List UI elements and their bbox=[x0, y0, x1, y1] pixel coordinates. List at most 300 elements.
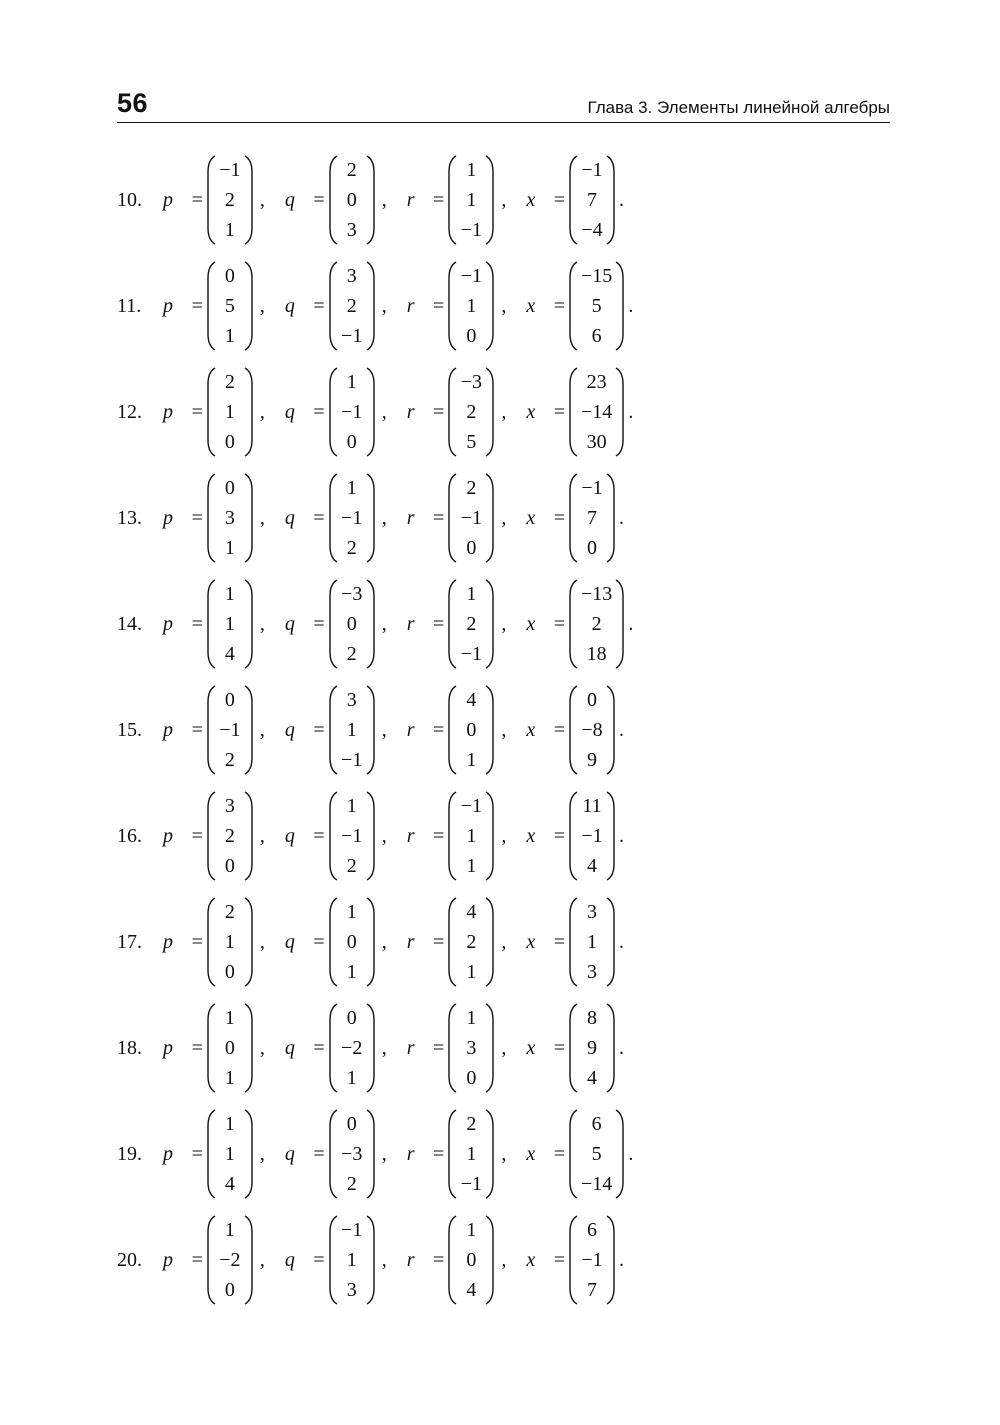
vector-component: 1 bbox=[224, 613, 235, 635]
vector-name-r: r⃗ bbox=[406, 400, 431, 423]
period: . bbox=[619, 1248, 625, 1271]
column-vector-r bbox=[447, 1214, 495, 1306]
right-paren bbox=[615, 1108, 625, 1200]
vector-component: 1 bbox=[346, 795, 357, 817]
right-paren bbox=[606, 1214, 616, 1306]
vector-name-r: r⃗ bbox=[406, 294, 431, 317]
vector-component: 1 bbox=[346, 477, 357, 499]
vector-name-r: r⃗ bbox=[406, 188, 431, 211]
problem-number: 12. bbox=[117, 400, 142, 423]
vector-component: 0 bbox=[587, 537, 598, 559]
vector-component: 1 bbox=[466, 1143, 477, 1165]
equals-sign: = bbox=[313, 930, 325, 953]
vector-name-p: p⃗ bbox=[163, 1248, 189, 1271]
vector-component: 0 bbox=[224, 1037, 235, 1059]
vector-column bbox=[578, 1108, 615, 1200]
vector-component: −1 bbox=[460, 507, 482, 529]
column-vector-r bbox=[447, 684, 495, 776]
vector-column bbox=[578, 260, 615, 352]
comma: , bbox=[381, 718, 387, 741]
vector-component: 0 bbox=[346, 613, 357, 635]
column-vector-q bbox=[328, 684, 376, 776]
left-paren bbox=[328, 1108, 338, 1200]
left-paren bbox=[206, 578, 216, 670]
left-paren bbox=[328, 1214, 338, 1306]
vector-component: 1 bbox=[224, 1007, 235, 1029]
left-paren bbox=[206, 472, 216, 564]
vector-name-x: x⃗ bbox=[526, 1142, 551, 1165]
vector-column bbox=[578, 1214, 606, 1306]
vector-component: 3 bbox=[224, 507, 235, 529]
left-paren bbox=[447, 790, 457, 882]
vector-component: −3 bbox=[341, 583, 363, 605]
comma: , bbox=[501, 718, 507, 741]
equals-sign: = bbox=[191, 1036, 203, 1059]
left-paren bbox=[568, 1002, 578, 1094]
vector-component: 2 bbox=[466, 477, 477, 499]
right-paren bbox=[244, 790, 254, 882]
comma: , bbox=[259, 718, 265, 741]
vector-component: −1 bbox=[341, 1219, 363, 1241]
column-vector-x bbox=[568, 790, 616, 882]
equals-sign: = bbox=[313, 1248, 325, 1271]
vector-name-r: r⃗ bbox=[406, 1248, 431, 1271]
vector-column bbox=[338, 1002, 366, 1094]
right-paren bbox=[485, 896, 495, 988]
comma: , bbox=[259, 188, 265, 211]
vector-component: 1 bbox=[346, 961, 357, 983]
vector-column bbox=[216, 1108, 244, 1200]
vector-component: −13 bbox=[581, 583, 613, 605]
vector-component: 0 bbox=[466, 325, 477, 347]
equals-sign: = bbox=[553, 930, 566, 953]
right-paren bbox=[615, 260, 625, 352]
problem-number: 10. bbox=[117, 188, 142, 211]
vector-name-p: p⃗ bbox=[163, 824, 189, 847]
comma: , bbox=[501, 400, 507, 423]
vector-component: 2 bbox=[346, 855, 357, 877]
left-paren bbox=[447, 896, 457, 988]
vector-name-q: q⃗ bbox=[284, 824, 311, 847]
vector-component: 1 bbox=[224, 1067, 235, 1089]
vector-component: 1 bbox=[466, 1219, 477, 1241]
vector-column bbox=[578, 154, 606, 246]
column-vector-r bbox=[447, 260, 495, 352]
vector-component: 1 bbox=[346, 719, 357, 741]
comma: , bbox=[381, 294, 387, 317]
vector-component: −3 bbox=[460, 371, 482, 393]
vector-component: 5 bbox=[466, 431, 477, 453]
left-paren bbox=[568, 684, 578, 776]
vector-name-x: x⃗ bbox=[526, 718, 551, 741]
right-paren bbox=[244, 472, 254, 564]
comma: , bbox=[259, 294, 265, 317]
vector-component: 1 bbox=[587, 931, 598, 953]
vector-component: 0 bbox=[346, 189, 357, 211]
vector-component: 2 bbox=[346, 1173, 357, 1195]
column-vector-q bbox=[328, 896, 376, 988]
vector-component: 2 bbox=[466, 401, 477, 423]
right-paren bbox=[244, 1214, 254, 1306]
vector-component: 0 bbox=[224, 477, 235, 499]
left-paren bbox=[568, 154, 578, 246]
equals-sign: = bbox=[433, 506, 445, 529]
comma: , bbox=[259, 930, 265, 953]
problem-number: 20. bbox=[117, 1248, 142, 1271]
equals-sign: = bbox=[191, 400, 203, 423]
right-paren bbox=[606, 1002, 616, 1094]
vector-name-p: p⃗ bbox=[163, 188, 189, 211]
right-paren bbox=[366, 154, 376, 246]
column-vector-x bbox=[568, 154, 616, 246]
vector-name-x: x⃗ bbox=[526, 1036, 551, 1059]
vector-column bbox=[338, 472, 366, 564]
right-paren bbox=[485, 1214, 495, 1306]
column-vector-q bbox=[328, 154, 376, 246]
vector-component: 1 bbox=[224, 219, 235, 241]
vector-component: 3 bbox=[587, 961, 598, 983]
column-vector-x bbox=[568, 578, 625, 670]
vector-component: 1 bbox=[466, 749, 477, 771]
right-paren bbox=[244, 896, 254, 988]
left-paren bbox=[568, 578, 578, 670]
comma: , bbox=[259, 506, 265, 529]
equals-sign: = bbox=[433, 1036, 445, 1059]
right-paren bbox=[366, 578, 376, 670]
vector-name-q: q⃗ bbox=[284, 506, 311, 529]
header-rule bbox=[117, 122, 890, 123]
equals-sign: = bbox=[553, 188, 566, 211]
column-vector-r bbox=[447, 366, 495, 458]
column-vector-p bbox=[206, 1214, 254, 1306]
left-paren bbox=[328, 790, 338, 882]
right-paren bbox=[244, 260, 254, 352]
vector-component: −1 bbox=[460, 643, 482, 665]
column-vector-x bbox=[568, 896, 616, 988]
vector-component: −1 bbox=[581, 159, 603, 181]
column-vector-x bbox=[568, 472, 616, 564]
column-vector-p bbox=[206, 1108, 254, 1200]
problem-number: 15. bbox=[117, 718, 142, 741]
right-paren bbox=[485, 578, 495, 670]
vector-component: −14 bbox=[581, 1173, 613, 1195]
vector-component: 0 bbox=[346, 1113, 357, 1135]
vector-column bbox=[216, 1214, 244, 1306]
vector-component: 3 bbox=[224, 795, 235, 817]
problem-13 bbox=[117, 472, 624, 564]
vector-name-r: r⃗ bbox=[406, 506, 431, 529]
vector-component: 1 bbox=[466, 1007, 477, 1029]
period: . bbox=[619, 188, 625, 211]
left-paren bbox=[447, 684, 457, 776]
vector-component: −1 bbox=[460, 265, 482, 287]
vector-name-x: x⃗ bbox=[526, 1248, 551, 1271]
vector-name-x: x⃗ bbox=[526, 824, 551, 847]
left-paren bbox=[568, 472, 578, 564]
vector-column bbox=[578, 472, 606, 564]
vector-component: 1 bbox=[346, 371, 357, 393]
vector-component: −1 bbox=[341, 325, 363, 347]
vector-component: 0 bbox=[466, 1249, 477, 1271]
comma: , bbox=[501, 930, 507, 953]
equals-sign: = bbox=[313, 188, 325, 211]
vector-component: −1 bbox=[581, 825, 603, 847]
right-paren bbox=[366, 1214, 376, 1306]
problem-10 bbox=[117, 154, 624, 246]
equals-sign: = bbox=[191, 506, 203, 529]
left-paren bbox=[328, 578, 338, 670]
vector-component: 2 bbox=[466, 931, 477, 953]
vector-component: 3 bbox=[346, 265, 357, 287]
equals-sign: = bbox=[191, 188, 203, 211]
comma: , bbox=[501, 612, 507, 635]
problem-16 bbox=[117, 790, 624, 882]
vector-component: 7 bbox=[587, 507, 598, 529]
column-vector-x bbox=[568, 1108, 625, 1200]
right-paren bbox=[485, 366, 495, 458]
vector-column bbox=[457, 684, 485, 776]
vector-component: 1 bbox=[346, 1249, 357, 1271]
page-number: 56 bbox=[117, 88, 149, 118]
vector-name-x: x⃗ bbox=[526, 612, 551, 635]
comma: , bbox=[501, 188, 507, 211]
right-paren bbox=[485, 472, 495, 564]
right-paren bbox=[485, 684, 495, 776]
problem-15 bbox=[117, 684, 624, 776]
vector-component: 1 bbox=[224, 1143, 235, 1165]
vector-component: −1 bbox=[460, 219, 482, 241]
vector-component: 1 bbox=[466, 159, 477, 181]
equals-sign: = bbox=[553, 1036, 566, 1059]
comma: , bbox=[501, 824, 507, 847]
vector-component: 5 bbox=[224, 295, 235, 317]
vector-column bbox=[457, 366, 485, 458]
vector-component: −1 bbox=[581, 1249, 603, 1271]
equals-sign: = bbox=[191, 294, 203, 317]
vector-name-q: q⃗ bbox=[284, 718, 311, 741]
equals-sign: = bbox=[313, 612, 325, 635]
vector-component: 4 bbox=[466, 1279, 477, 1301]
vector-column bbox=[338, 790, 366, 882]
right-paren bbox=[366, 1002, 376, 1094]
column-vector-q bbox=[328, 1108, 376, 1200]
vector-column bbox=[216, 896, 244, 988]
vector-column bbox=[578, 366, 615, 458]
right-paren bbox=[244, 684, 254, 776]
comma: , bbox=[501, 1142, 507, 1165]
vector-component: −8 bbox=[581, 719, 603, 741]
column-vector-x bbox=[568, 684, 616, 776]
comma: , bbox=[381, 1036, 387, 1059]
vector-column bbox=[216, 684, 244, 776]
vector-column bbox=[216, 366, 244, 458]
left-paren bbox=[568, 260, 578, 352]
vector-column bbox=[216, 472, 244, 564]
vector-column bbox=[578, 790, 606, 882]
left-paren bbox=[568, 366, 578, 458]
vector-name-q: q⃗ bbox=[284, 1036, 311, 1059]
equals-sign: = bbox=[191, 718, 203, 741]
left-paren bbox=[447, 366, 457, 458]
vector-column bbox=[216, 790, 244, 882]
problem-11 bbox=[117, 260, 633, 352]
right-paren bbox=[606, 790, 616, 882]
vector-component: 3 bbox=[346, 219, 357, 241]
comma: , bbox=[501, 1248, 507, 1271]
vector-component: 1 bbox=[224, 1219, 235, 1241]
vector-name-r: r⃗ bbox=[406, 824, 431, 847]
right-paren bbox=[366, 260, 376, 352]
vector-name-p: p⃗ bbox=[163, 1142, 189, 1165]
column-vector-q bbox=[328, 260, 376, 352]
right-paren bbox=[485, 1002, 495, 1094]
equals-sign: = bbox=[553, 400, 566, 423]
vector-component: −1 bbox=[460, 795, 482, 817]
equals-sign: = bbox=[313, 1036, 325, 1059]
vector-name-q: q⃗ bbox=[284, 188, 311, 211]
equals-sign: = bbox=[313, 400, 325, 423]
comma: , bbox=[259, 400, 265, 423]
left-paren bbox=[568, 896, 578, 988]
vector-component: 1 bbox=[466, 855, 477, 877]
column-vector-r bbox=[447, 472, 495, 564]
vector-component: 4 bbox=[587, 855, 598, 877]
vector-column bbox=[578, 578, 615, 670]
vector-component: −1 bbox=[341, 401, 363, 423]
vector-component: 0 bbox=[346, 1007, 357, 1029]
right-paren bbox=[615, 366, 625, 458]
left-paren bbox=[328, 260, 338, 352]
vector-component: 0 bbox=[224, 855, 235, 877]
comma: , bbox=[259, 824, 265, 847]
vector-component: 4 bbox=[587, 1067, 598, 1089]
vector-column bbox=[216, 260, 244, 352]
vector-component: 4 bbox=[224, 1173, 235, 1195]
equals-sign: = bbox=[433, 824, 445, 847]
comma: , bbox=[259, 612, 265, 635]
column-vector-q bbox=[328, 790, 376, 882]
vector-component: 1 bbox=[224, 931, 235, 953]
vector-name-r: r⃗ bbox=[406, 930, 431, 953]
column-vector-r bbox=[447, 1002, 495, 1094]
vector-name-x: x⃗ bbox=[526, 294, 551, 317]
equals-sign: = bbox=[433, 400, 445, 423]
right-paren bbox=[244, 154, 254, 246]
period: . bbox=[628, 294, 634, 317]
left-paren bbox=[206, 896, 216, 988]
vector-name-q: q⃗ bbox=[284, 1142, 311, 1165]
right-paren bbox=[366, 366, 376, 458]
right-paren bbox=[366, 790, 376, 882]
left-paren bbox=[328, 1002, 338, 1094]
vector-component: 2 bbox=[346, 159, 357, 181]
period: . bbox=[628, 1142, 634, 1165]
vector-name-x: x⃗ bbox=[526, 400, 551, 423]
vector-name-p: p⃗ bbox=[163, 930, 189, 953]
vector-component: 2 bbox=[346, 643, 357, 665]
vector-component: 9 bbox=[587, 1037, 598, 1059]
period: . bbox=[619, 824, 625, 847]
vector-component: 1 bbox=[466, 825, 477, 847]
right-paren bbox=[485, 790, 495, 882]
vector-name-p: p⃗ bbox=[163, 400, 189, 423]
vector-component: 3 bbox=[346, 689, 357, 711]
vector-component: 6 bbox=[587, 1219, 598, 1241]
period: . bbox=[619, 930, 625, 953]
equals-sign: = bbox=[553, 294, 566, 317]
equals-sign: = bbox=[433, 718, 445, 741]
vector-column bbox=[338, 260, 366, 352]
vector-component: 5 bbox=[591, 295, 602, 317]
left-paren bbox=[447, 1002, 457, 1094]
vector-component: 1 bbox=[224, 325, 235, 347]
left-paren bbox=[206, 366, 216, 458]
vector-name-x: x⃗ bbox=[526, 930, 551, 953]
problem-18 bbox=[117, 1002, 624, 1094]
vector-column bbox=[338, 896, 366, 988]
column-vector-q bbox=[328, 472, 376, 564]
comma: , bbox=[259, 1248, 265, 1271]
right-paren bbox=[606, 896, 616, 988]
vector-component: 3 bbox=[587, 901, 598, 923]
left-paren bbox=[447, 578, 457, 670]
vector-component: 1 bbox=[346, 901, 357, 923]
left-paren bbox=[206, 790, 216, 882]
right-paren bbox=[366, 896, 376, 988]
vector-name-r: r⃗ bbox=[406, 612, 431, 635]
left-paren bbox=[568, 790, 578, 882]
left-paren bbox=[447, 1214, 457, 1306]
equals-sign: = bbox=[313, 1142, 325, 1165]
column-vector-p bbox=[206, 896, 254, 988]
comma: , bbox=[381, 188, 387, 211]
vector-component: 2 bbox=[466, 613, 477, 635]
vector-component: −1 bbox=[341, 749, 363, 771]
vector-component: 1 bbox=[224, 583, 235, 605]
problem-number: 18. bbox=[117, 1036, 142, 1059]
equals-sign: = bbox=[553, 1142, 566, 1165]
right-paren bbox=[485, 154, 495, 246]
problem-20 bbox=[117, 1214, 624, 1306]
vector-component: 2 bbox=[591, 613, 602, 635]
vector-component: −1 bbox=[460, 1173, 482, 1195]
vector-column bbox=[216, 1002, 244, 1094]
vector-component: 0 bbox=[224, 1279, 235, 1301]
equals-sign: = bbox=[433, 188, 445, 211]
column-vector-q bbox=[328, 1002, 376, 1094]
vector-component: −14 bbox=[581, 401, 613, 423]
vector-component: 1 bbox=[346, 1067, 357, 1089]
vector-component: −15 bbox=[581, 265, 613, 287]
vector-component: 6 bbox=[591, 325, 602, 347]
vector-column bbox=[457, 790, 485, 882]
vector-component: 0 bbox=[466, 719, 477, 741]
vector-name-q: q⃗ bbox=[284, 612, 311, 635]
vector-name-q: q⃗ bbox=[284, 400, 311, 423]
column-vector-x bbox=[568, 366, 625, 458]
column-vector-p bbox=[206, 578, 254, 670]
vector-component: −4 bbox=[581, 219, 603, 241]
left-paren bbox=[206, 1002, 216, 1094]
comma: , bbox=[381, 612, 387, 635]
right-paren bbox=[606, 154, 616, 246]
vector-component: 1 bbox=[466, 189, 477, 211]
vector-column bbox=[457, 1108, 485, 1200]
column-vector-r bbox=[447, 578, 495, 670]
vector-component: 2 bbox=[346, 295, 357, 317]
column-vector-p bbox=[206, 790, 254, 882]
vector-component: −1 bbox=[341, 507, 363, 529]
